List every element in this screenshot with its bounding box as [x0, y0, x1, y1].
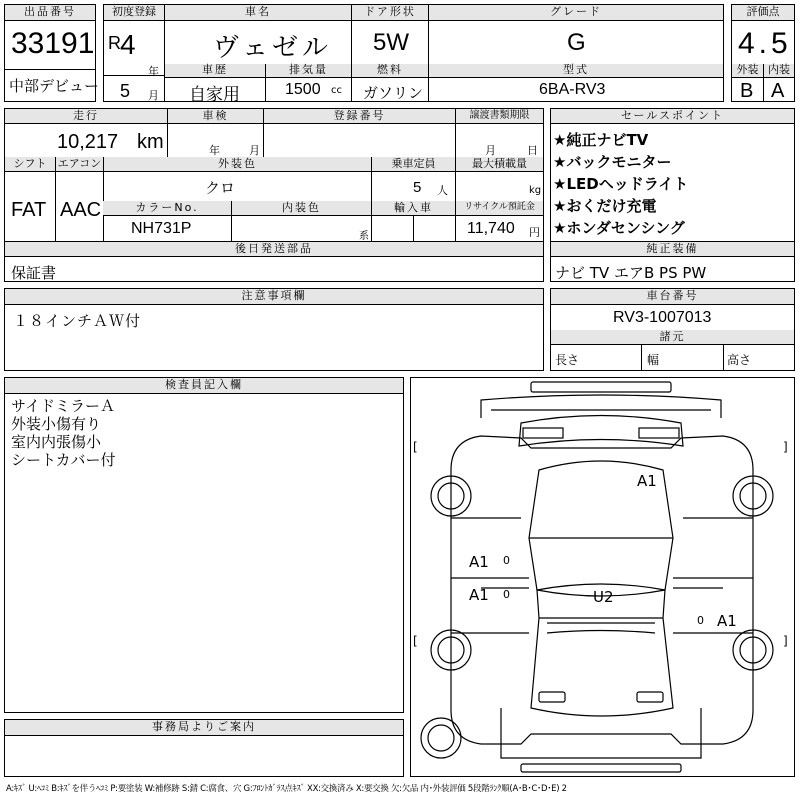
sales-point-4: ★おくだけ充電: [553, 197, 657, 215]
transfer-header: 譲渡書類期限: [455, 109, 543, 124]
damage-mark-a1-left-rear-door: A1: [469, 586, 489, 604]
score: 4.5: [738, 27, 792, 60]
legend-text: A:ｷｽﾞ U:ﾍｺﾐ B:ｷｽﾞを伴うﾍｺﾐ P:要塗装 W:補修跡 S:錆 C:腐食、穴 G:ﾌﾛﾝﾄｶﾞﾗｽ点ｷｽﾞ XX:交換済み X:要交換 欠:欠品 内･外装評価 5段階ﾗﾝｸ順(A･B･C･D･E) 2: [6, 784, 567, 794]
transfer-month-unit: 月: [485, 144, 496, 157]
ext-color: クロ: [205, 179, 236, 197]
spec-length: 長さ: [555, 353, 580, 367]
spec-height: 高さ: [727, 353, 752, 367]
interior-header: 内装: [763, 64, 794, 78]
inspector-box: [4, 377, 404, 713]
damage-mark-a1-left-front-door: A1: [469, 553, 489, 571]
int-color-header: 内装色: [231, 201, 371, 216]
sales-point-3: ★LEDヘッドライト: [553, 175, 689, 193]
reg-year: 4: [120, 29, 136, 60]
color-no: NH731P: [131, 220, 192, 237]
regno-header: 登録番号: [263, 109, 455, 124]
history-header: 車歴: [165, 64, 265, 78]
sales-point-1: ★純正ナビTV: [553, 131, 649, 149]
first-reg-header: 初度登録: [104, 5, 164, 21]
shift: FAT: [11, 199, 47, 221]
damage-mark-a1-front-right: A1: [637, 472, 657, 490]
insp-year-unit: 年: [209, 144, 220, 157]
office-box: [4, 719, 404, 777]
bracket-right-top: ]: [783, 440, 788, 454]
ext-color-header: 外装色: [103, 157, 371, 172]
bracket-right-bottom: ]: [783, 634, 788, 648]
grade: G: [567, 29, 586, 56]
model-code: 6BA-RV3: [539, 81, 606, 98]
lot-number: 33191: [11, 27, 95, 60]
fuel-header: 燃料: [351, 64, 428, 78]
parts-header: 後日発送部品: [5, 242, 543, 257]
parts-box: [4, 241, 544, 282]
mirror-mark-left: 0: [503, 554, 510, 567]
notes-value: １８インチＡＷ付: [13, 312, 142, 330]
displacement: 1500: [285, 81, 321, 98]
capacity-unit: 人: [437, 184, 448, 197]
bracket-left-bottom: [: [413, 634, 418, 648]
chassis-header: 車台番号: [551, 289, 794, 305]
door-header: ドア形状: [351, 5, 428, 21]
inspector-line-3: 室内内張傷小: [11, 433, 102, 451]
km-unit: km: [137, 131, 164, 153]
notes-header: 注意事項欄: [5, 289, 543, 305]
equipment-header: 純正装備: [551, 242, 794, 257]
import-header: 輸入車: [371, 201, 455, 216]
car-name: ヴェゼル: [213, 33, 332, 63]
inspector-header: 検査員記入欄: [5, 378, 403, 394]
detail-grid: [4, 108, 544, 242]
first-registration-box: [103, 4, 165, 102]
parts-value: 保証書: [11, 264, 57, 282]
month-unit: 月: [148, 89, 159, 102]
score-header: 評価点: [732, 5, 794, 21]
door-type: 5W: [373, 29, 409, 56]
inspector-line-4: シートカバー付: [11, 451, 116, 469]
int-color-unit: 系: [359, 231, 369, 242]
ac-header: エアコン: [55, 157, 103, 172]
cc-unit: cc: [331, 85, 342, 96]
office-header: 事務局よりご案内: [5, 720, 403, 736]
sales-points-box: [550, 108, 795, 242]
transfer-day-unit: 日: [527, 144, 538, 157]
inspector-line-1: サイドミラーＡ: [11, 397, 115, 415]
load-header: 最大積載量: [455, 157, 543, 172]
exterior-grade: B: [740, 80, 754, 102]
specs-header: 諸元: [551, 330, 794, 345]
year-unit: 年: [148, 65, 159, 78]
capacity: 5: [413, 179, 422, 196]
debut-label: 中部デビュー: [9, 77, 100, 95]
car-outline-diagram: [411, 378, 794, 776]
recycle-header: リサイクル預託金: [455, 201, 543, 216]
interior-grade: A: [771, 80, 785, 102]
lot-box: [4, 4, 100, 102]
grade-header: グレード: [428, 5, 723, 21]
spec-width: 幅: [647, 353, 660, 367]
mirror-mark-right: 0: [697, 614, 704, 627]
mirror-mark-left-2: 0: [503, 588, 510, 601]
equipment-box: [550, 241, 795, 282]
inspection-header: 車検: [167, 109, 263, 124]
damage-mark-u2-roof: U2: [593, 588, 614, 606]
reg-era: R: [108, 33, 121, 53]
chassis-box: [550, 288, 795, 371]
equipment-value: ナビ TV エアB PS PW: [555, 264, 707, 282]
mileage: 10,217: [57, 131, 119, 153]
exterior-header: 外装: [732, 64, 763, 78]
mileage-header: 走行: [5, 109, 167, 124]
yen-unit: 円: [529, 226, 540, 239]
insp-month-unit: 月: [249, 144, 260, 157]
sales-point-5: ★ホンダセンシング: [553, 219, 685, 237]
sales-header: セールスポイント: [551, 109, 794, 124]
damage-mark-a1-right-rear: A1: [717, 612, 737, 630]
capacity-header: 乗車定員: [371, 157, 455, 172]
inspector-line-2: 外装小傷有り: [11, 415, 102, 433]
recycle-fee: 11,740: [467, 220, 515, 237]
load-unit: kg: [529, 185, 542, 196]
fuel: ガソリン: [363, 84, 424, 102]
name-header: 車名: [165, 5, 351, 21]
reg-month: 5: [120, 81, 131, 101]
chassis-number: RV3-1007013: [613, 309, 712, 326]
shift-header: シフト: [5, 157, 55, 172]
ac: AAC: [60, 199, 102, 221]
color-no-header: カラーNo.: [103, 201, 231, 216]
bracket-left-top: [: [413, 440, 418, 454]
lot-header: 出品番号: [5, 5, 95, 21]
sales-point-2: ★バックモニター: [553, 153, 672, 171]
damage-diagram: [410, 377, 795, 777]
history: 自家用: [189, 85, 240, 105]
model-header: 型式: [428, 64, 723, 78]
notes-box: [4, 288, 544, 371]
displacement-header: 排気量: [265, 64, 351, 78]
score-box: [731, 4, 795, 102]
name-row: [164, 4, 724, 105]
